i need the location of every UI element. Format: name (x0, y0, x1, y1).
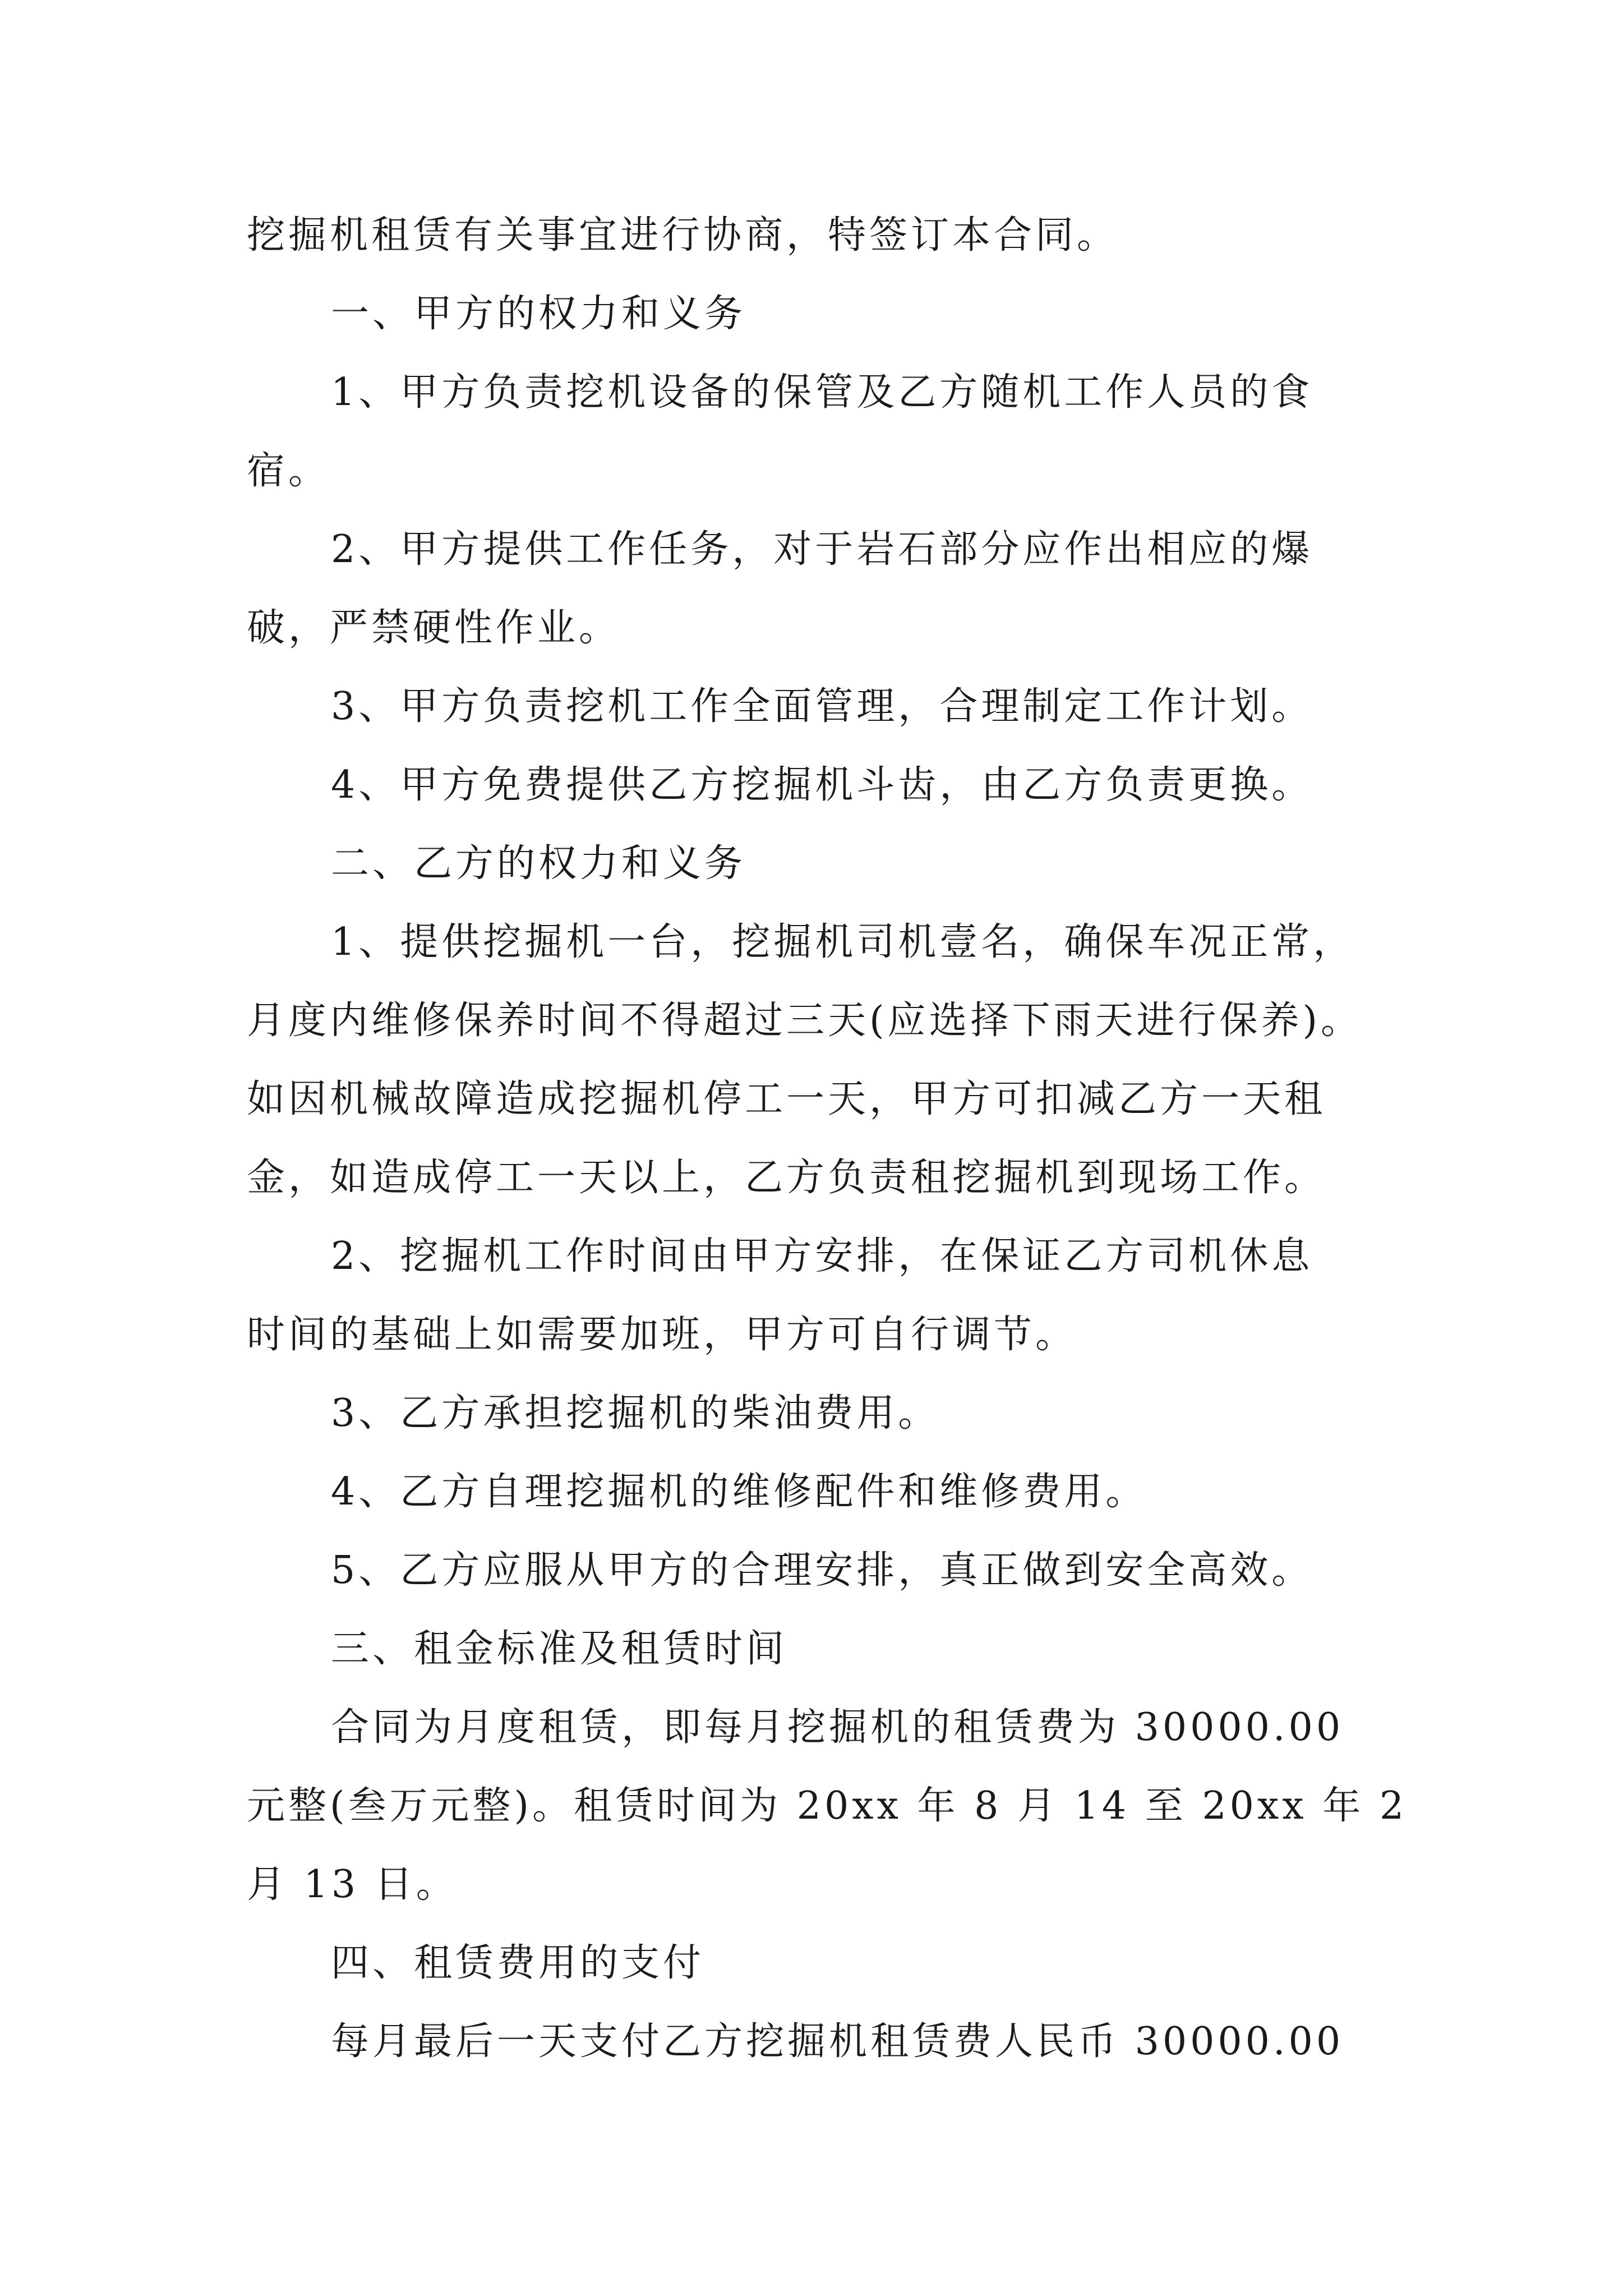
text-line-24: 每月最后一天支付乙方挖掘机租赁费人民币 30000.00 (331, 2019, 1344, 2064)
text-line-22: 月 13 日。 (247, 1862, 458, 1907)
text-line-21: 元整(叁万元整)。租赁时间为 20xx 年 8 月 14 至 20xx 年 2 (247, 1784, 1408, 1828)
text-line-18: 5、乙方应服从甲方的合理安排，真正做到安全高效。 (331, 1548, 1313, 1593)
text-line-10: 1、提供挖掘机一台，挖掘机司机壹名，确保车况正常， (331, 920, 1355, 964)
text-line-13: 金，如造成停工一天以上，乙方负责租挖掘机到现场工作。 (247, 1156, 1326, 1200)
text-line-1: 挖掘机租赁有关事宜进行协商，特签订本合同。 (247, 213, 1119, 257)
heading-rent-standard: 三、租金标准及租赁时间 (331, 1627, 788, 1671)
text-line-11: 月度内维修保养时间不得超过三天(应选择下雨天进行保养)。 (247, 999, 1363, 1043)
text-line-12: 如因机械故障造成挖掘机停工一天，甲方可扣减乙方一天租 (247, 1077, 1326, 1121)
heading-payment: 四、租赁费用的支付 (331, 1941, 705, 1985)
text-line-16: 3、乙方承担挖掘机的柴油费用。 (331, 1391, 940, 1435)
heading-party-a: 一、甲方的权力和义务 (331, 292, 746, 336)
text-line-5: 2、甲方提供工作任务，对于岩石部分应作出相应的爆 (331, 527, 1313, 572)
text-line-14: 2、挖掘机工作时间由甲方安排，在保证乙方司机休息 (331, 1234, 1313, 1278)
text-line-20: 合同为月度租赁，即每月挖掘机的租赁费为 30000.00 (331, 1705, 1344, 1750)
text-line-15: 时间的基础上如需要加班，甲方可自行调节。 (247, 1313, 1077, 1357)
text-line-3: 1、甲方负责挖机设备的保管及乙方随机工作人员的食 (331, 370, 1313, 415)
text-line-6: 破，严禁硬性作业。 (247, 606, 621, 650)
text-line-7: 3、甲方负责挖机工作全面管理，合理制定工作计划。 (331, 684, 1313, 729)
heading-party-b: 二、乙方的权力和义务 (331, 841, 746, 886)
text-line-4: 宿。 (247, 449, 330, 493)
text-line-8: 4、甲方免费提供乙方挖掘机斗齿，由乙方负责更换。 (331, 763, 1313, 807)
text-line-17: 4、乙方自理挖掘机的维修配件和维修费用。 (331, 1470, 1147, 1514)
